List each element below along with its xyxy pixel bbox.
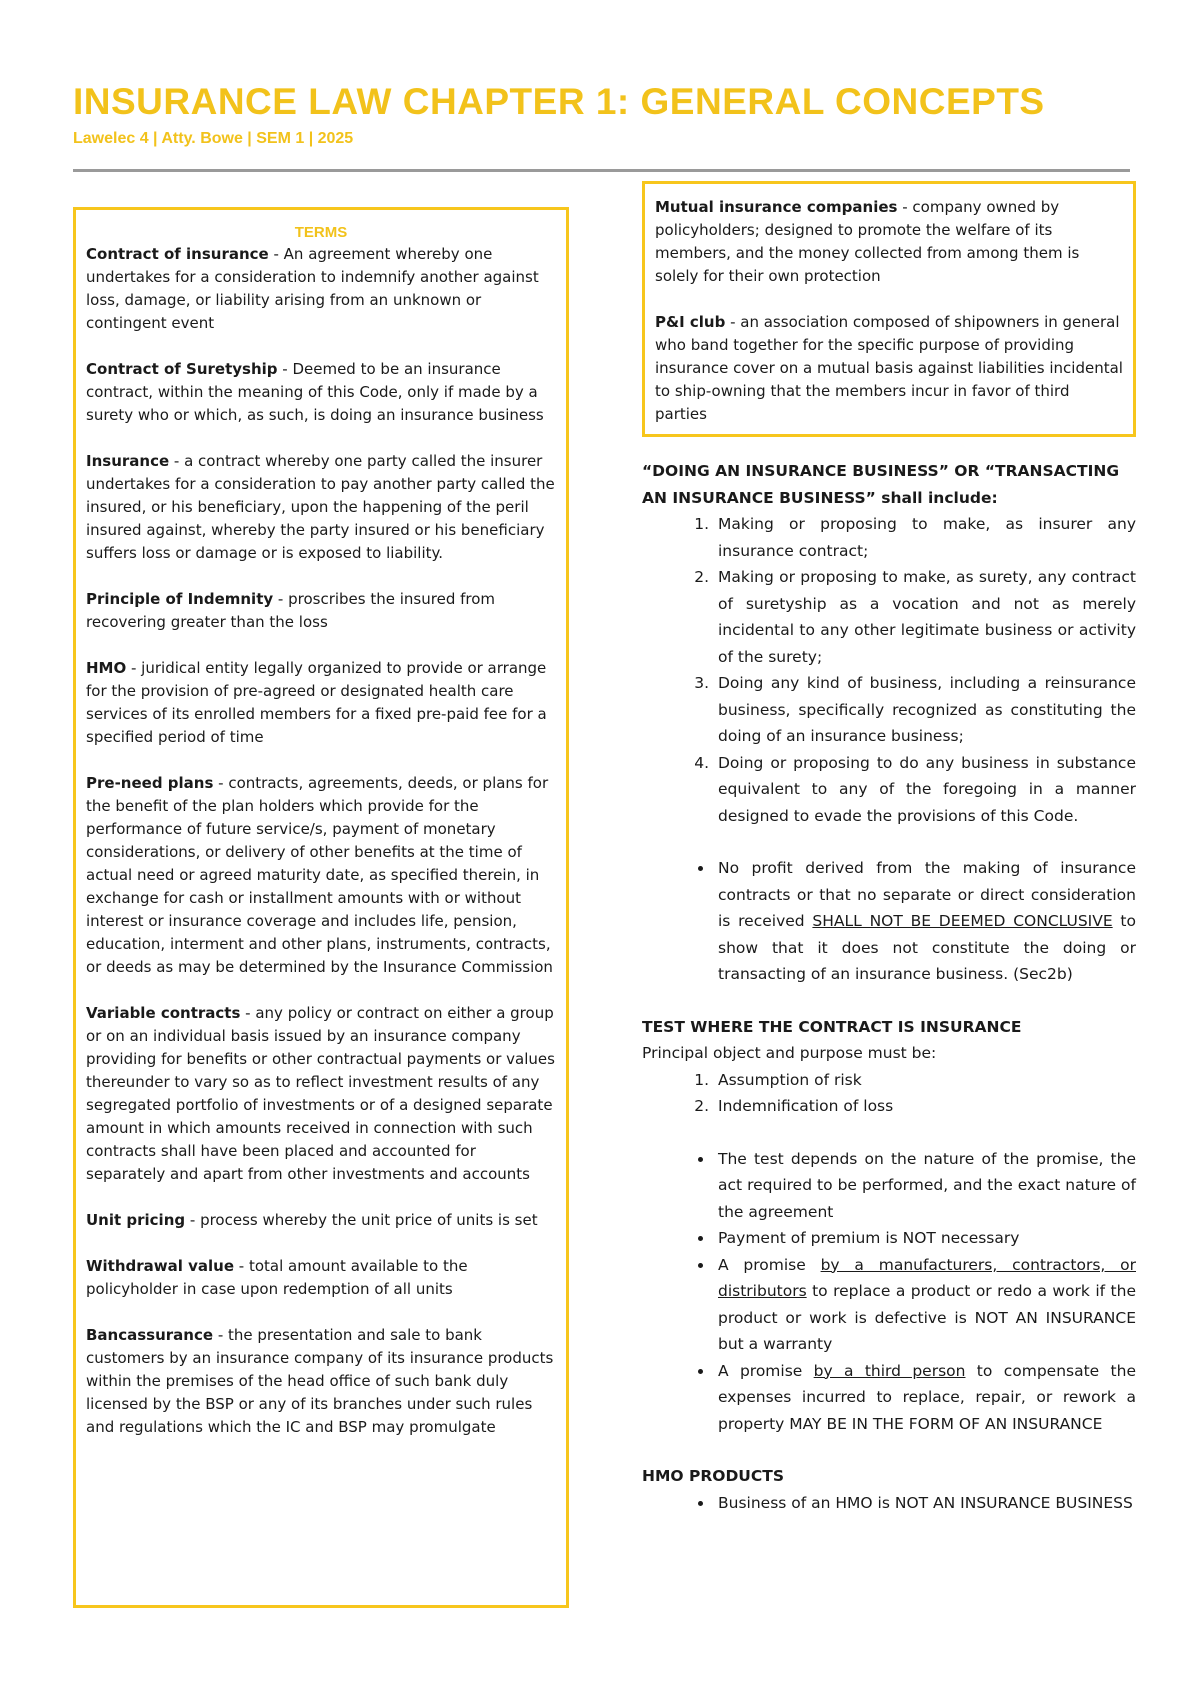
term-entry <box>86 588 556 634</box>
terms-list <box>86 243 556 1439</box>
term-definition: - contracts, agreements, deeds, or plans for the benefit of the plan holders which provide for the performance of future service/s, payment of monetary considerations, or delivery of other benefits at the time of actual need or agreed maturity date, as specified therein, in exchange for cash or installment amounts with or without interest or insurance coverage and includes life, pension, education, interment and other plans, instruments, contracts, or deeds as may be determined by the Insurance Commission <box>86 774 553 976</box>
term-name: Withdrawal value <box>86 1257 235 1275</box>
term-entry <box>86 1255 556 1301</box>
term-definition: - a contract whereby one party called the insurer undertakes for a consideration to pay another party called the insured, or his beneficiary, upon the happening of the peril insured against, whereby the party insured or his beneficiary suffers loss or damage or is exposed to liability. <box>86 452 555 562</box>
page-header <box>73 80 1133 148</box>
doing-business-title-rest: shall include: <box>875 488 998 507</box>
right-column <box>642 458 1136 1516</box>
test-heading: TEST WHERE THE CONTRACT IS INSURANCE <box>642 1017 1022 1036</box>
term-entry <box>86 358 556 427</box>
list-item: • The test depends on the nature of the promise, the act required to be performed, and the exact nature of the agreement <box>714 1146 1136 1226</box>
term-name: Contract of insurance <box>86 245 269 263</box>
header-divider <box>73 169 1130 172</box>
term-name: Variable contracts <box>86 1004 241 1022</box>
document-subtitle: Lawelec 4 | Atty. Bowe | SEM 1 | 2025 <box>73 130 354 147</box>
term-definition: - the presentation and sale to bank customers by an insurance company of its insurance products within the premises of the head office of such bank duly licensed by the BSP or any of its branches under such rules and regulations which the IC and BSP may promulgate <box>86 1326 554 1436</box>
term-entry <box>86 1002 556 1186</box>
list-item <box>714 1252 1136 1358</box>
list-item: • Business of an HMO is NOT AN INSURANCE BUSINESS <box>714 1490 1136 1517</box>
term-entry <box>86 1324 556 1439</box>
term-definition: - total amount available to the policyholder in case upon redemption of all units <box>86 1257 468 1298</box>
term-name: Unit pricing <box>86 1211 186 1229</box>
term-name: Contract of Suretyship <box>86 360 278 378</box>
document-title: INSURANCE LAW CHAPTER 1: GENERAL CONCEPTS <box>73 81 1045 122</box>
test-intro: Principal object and purpose must be: <box>642 1044 937 1062</box>
term-definition: - company owned by policyholders; designed to promote the welfare of its members, and the money collected from among them is solely for their own protection <box>655 198 1080 285</box>
note-text-end: to show that it does not constitute the doing or transacting of an insurance business. (Sec2b) <box>718 912 1136 983</box>
term-entry <box>86 243 556 335</box>
term-entry <box>655 311 1123 426</box>
test-notes <box>642 1146 1136 1438</box>
terms-continued-box <box>642 181 1136 437</box>
list-item <box>714 1358 1136 1438</box>
term-entry <box>86 450 556 565</box>
list-item: 3. Doing any kind of business, including a reinsurance business, specifically recognized as constituting the doing of an insurance business; <box>714 670 1136 750</box>
note-emphasis: SHALL NOT BE DEEMED CONCLUSIVE <box>812 912 1113 930</box>
term-definition: - process whereby the unit price of units is set <box>185 1211 538 1229</box>
term-name: Insurance <box>86 452 170 470</box>
bullet-text-end: to replace a product or redo a work if the product or work is defective is NOT AN INSURANCE but a warranty <box>718 1282 1136 1353</box>
doing-business-list <box>642 511 1136 829</box>
bullet-text: A promise <box>718 1255 821 1274</box>
bullet-text-end: to compensate the expenses incurred to replace, repair, or rework a property MAY BE IN THE FORM OF AN INSURANCE <box>718 1361 1136 1433</box>
term-name: P&I club <box>655 313 726 331</box>
bullet-emphasis: by a manufacturers, contractors, or distributors <box>718 1255 1136 1300</box>
term-name: Mutual insurance companies <box>655 198 898 216</box>
list-item: • Payment of premium is NOT necessary <box>714 1225 1136 1252</box>
term-definition: - An agreement whereby one undertakes for a consideration to indemnify another against loss, damage, or liability arising from an unknown or contingent event <box>86 245 539 332</box>
term-definition: - juridical entity legally organized to provide or arrange for the provision of pre-agreed or designated health care services of its enrolled members for a fixed pre-paid fee for a specified period of time <box>86 659 547 746</box>
list-item: 1. Making or proposing to make, as insurer any insurance contract; <box>714 511 1136 564</box>
terms-heading: TERMS <box>294 224 348 241</box>
term-definition: - any policy or contract on either a group or on an individual basis issued by an insurance company providing for benefits or other contractual payments or values thereunder to vary so as to reflect investment results of any segregated portfolio of investments or of a designed separate amount in which amounts received in connection with such contracts shall have been placed and accounted for separately and apart from other investments and accounts <box>86 1004 555 1183</box>
term-name: Bancassurance <box>86 1326 214 1344</box>
term-definition: - Deemed to be an insurance contract, within the meaning of this Code, only if made by a surety who or which, as such, is doing an insurance business <box>86 360 544 424</box>
bullet-emphasis: by a third person <box>813 1361 966 1380</box>
term-entry <box>86 1209 556 1232</box>
doing-business-title: “DOING AN INSURANCE BUSINESS” OR “TRANSACTING AN INSURANCE BUSINESS” <box>642 462 1120 507</box>
list-item <box>714 855 1136 988</box>
test-list <box>642 1067 1136 1120</box>
bullet-text: A promise <box>718 1361 814 1380</box>
list-item: 4. Doing or proposing to do any business in substance equivalent to any of the foregoing in a manner designed to evade the provisions of this Code. <box>714 750 1136 830</box>
hmo-list <box>642 1490 1136 1517</box>
note-text: No profit derived from the making of insurance contracts or that no separate or direct consideration is received <box>718 859 1136 930</box>
hmo-heading: HMO PRODUCTS <box>642 1467 785 1485</box>
term-entry <box>86 657 556 749</box>
term-name: Principle of Indemnity <box>86 590 274 608</box>
term-definition: - an association composed of shipowners in general who band together for the specific purpose of providing insurance cover on a mutual basis against liabilities incidental to ship-owning that the members incur in favor of third parties <box>655 313 1123 423</box>
term-entry <box>655 196 1123 288</box>
doing-business-heading <box>642 458 1136 511</box>
doing-business-notes <box>642 855 1136 988</box>
terms-box <box>73 207 569 1608</box>
list-item: 2. Indemnification of loss <box>714 1093 1136 1120</box>
list-item: 2. Making or proposing to make, as surety, any contract of suretyship as a vocation and not as merely incidental to any other legitimate business or activity of the surety; <box>714 564 1136 670</box>
term-definition: - proscribes the insured from recovering greater than the loss <box>86 590 496 631</box>
term-name: Pre-need plans <box>86 774 214 792</box>
term-name: HMO <box>86 659 127 677</box>
list-item: 1. Assumption of risk <box>714 1067 1136 1094</box>
term-entry <box>86 772 556 979</box>
